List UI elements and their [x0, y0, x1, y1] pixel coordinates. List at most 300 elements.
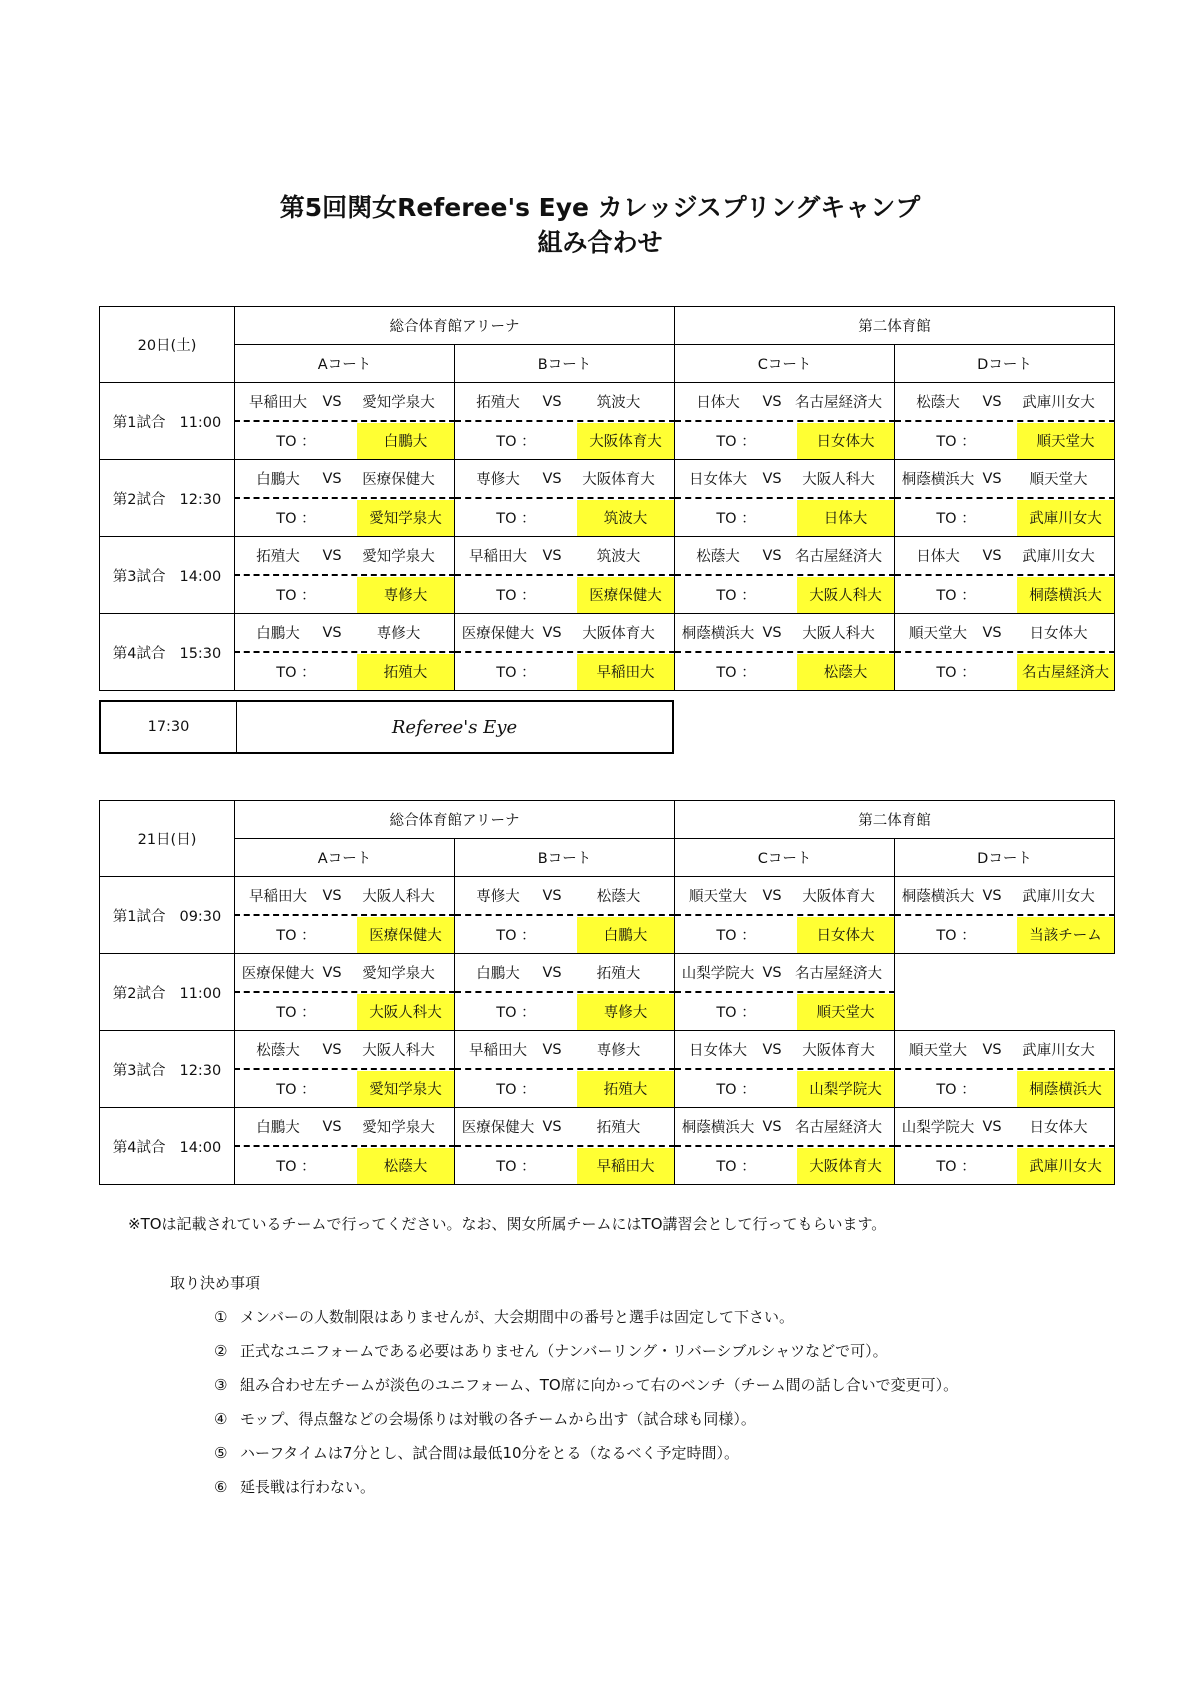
to-cell — [675, 421, 895, 460]
to-line — [235, 994, 454, 1030]
home-team: 桐蔭横浜大 — [901, 889, 975, 905]
vs-label: VS — [542, 624, 562, 641]
home-team: 順天堂大 — [909, 1043, 968, 1059]
court-header: Dコート — [895, 345, 1115, 383]
match-cell — [675, 383, 895, 422]
to-cell — [455, 421, 675, 460]
rule-item — [214, 1305, 958, 1339]
to-label: TO ： — [276, 434, 316, 450]
away-team: 武庫川女大 — [1022, 1043, 1095, 1059]
home-team: 医療保健大 — [461, 626, 535, 642]
rule-number: ⑥ — [214, 1478, 228, 1496]
evening-event-name: Referee's Eye — [391, 716, 518, 738]
to-line — [235, 500, 454, 536]
to-note: ※TOは記載されているチームで行ってください。なお、関女所属チームにはTO講習会として行ってもらいます。 — [128, 1215, 887, 1233]
match-line — [455, 460, 674, 497]
to-line — [455, 423, 674, 459]
vs-label: VS — [762, 393, 782, 410]
vs-label: VS — [982, 1118, 1002, 1135]
to-cell — [455, 498, 675, 537]
home-team: 順天堂大 — [909, 626, 968, 642]
match-line — [235, 877, 454, 914]
to-team: 拓殖大 — [577, 1071, 674, 1107]
away-team: 順天堂大 — [1029, 472, 1088, 488]
to-line — [675, 917, 894, 953]
vs-label: VS — [982, 393, 1002, 410]
vs-label: VS — [322, 624, 342, 641]
slot-time: 12:30 — [179, 1062, 222, 1079]
away-team: 医療保健大 — [362, 472, 435, 488]
to-cell — [895, 1069, 1115, 1108]
slot-number: 第1試合 — [112, 908, 166, 925]
slot-label — [100, 1031, 235, 1108]
slot-number: 第3試合 — [112, 568, 166, 585]
match-cell — [895, 1108, 1115, 1147]
vs-label: VS — [542, 393, 562, 410]
to-team: 白鵬大 — [577, 917, 674, 953]
vs-label: VS — [322, 964, 342, 981]
match-line — [455, 537, 674, 574]
home-team: 白鵬大 — [256, 1120, 300, 1136]
to-cell — [455, 915, 675, 954]
match-cell — [235, 1031, 455, 1070]
match-line — [455, 954, 674, 991]
to-cell — [895, 575, 1115, 614]
home-team: 白鵬大 — [256, 626, 300, 642]
to-cell — [235, 575, 455, 614]
to-cell — [455, 992, 675, 1031]
vs-label: VS — [982, 547, 1002, 564]
to-cell — [675, 992, 895, 1031]
vs-label: VS — [982, 470, 1002, 487]
match-line — [895, 877, 1114, 914]
home-team: 早稲田大 — [249, 395, 307, 411]
court-header: Dコート — [895, 839, 1115, 877]
match-cell — [895, 877, 1115, 916]
match-cell — [455, 537, 675, 576]
rule-text: 延長戦は行わない。 — [240, 1478, 376, 1496]
match-line — [895, 614, 1114, 651]
home-team: 山梨学院大 — [901, 1120, 975, 1136]
to-team: 大阪体育大 — [797, 1148, 894, 1184]
document-subtitle: 組み合わせ — [537, 228, 663, 257]
to-label: TO ： — [936, 928, 976, 944]
match-cell — [455, 383, 675, 422]
vs-label: VS — [322, 1041, 342, 1058]
to-team: 日体大 — [797, 500, 894, 536]
to-team: 専修大 — [577, 994, 674, 1030]
match-line — [895, 383, 1114, 420]
to-line — [455, 500, 674, 536]
match-line — [235, 1031, 454, 1068]
to-label: TO ： — [936, 588, 976, 604]
rule-number: ② — [214, 1342, 228, 1360]
slot-label — [100, 537, 235, 614]
to-cell — [675, 1146, 895, 1185]
slot-time: 11:00 — [179, 414, 222, 431]
to-cell — [895, 915, 1115, 954]
slot-time: 15:30 — [179, 645, 222, 662]
court-header: Bコート — [455, 839, 675, 877]
evening-event — [99, 700, 674, 754]
home-team: 拓殖大 — [256, 549, 300, 565]
to-cell — [675, 498, 895, 537]
match-cell — [895, 614, 1115, 653]
match-cell — [455, 1031, 675, 1070]
match-line — [675, 1108, 894, 1145]
day2-schedule-table — [99, 800, 1115, 1185]
to-team: 大阪人科大 — [357, 994, 454, 1030]
home-team: 早稲田大 — [469, 549, 527, 565]
to-line — [675, 500, 894, 536]
rule-number: ③ — [214, 1376, 228, 1394]
slot-label — [100, 954, 235, 1031]
away-team: 大阪体育大 — [582, 472, 655, 488]
to-label: TO ： — [496, 1082, 536, 1098]
to-label: TO ： — [936, 1159, 976, 1175]
to-team: 日女体大 — [797, 423, 894, 459]
to-label: TO ： — [936, 434, 976, 450]
slot-time: 11:00 — [179, 985, 222, 1002]
vs-label: VS — [322, 887, 342, 904]
to-cell — [235, 652, 455, 691]
court-header: Cコート — [675, 839, 895, 877]
slot-label — [100, 614, 235, 691]
home-team: 医療保健大 — [461, 1120, 535, 1136]
to-cell — [235, 1069, 455, 1108]
to-team: 大阪体育大 — [577, 423, 674, 459]
rule-text: モップ、得点盤などの会場係りは対戦の各チームから出す（試合球も同様）。 — [240, 1410, 756, 1428]
rule-text: メンバーの人数制限はありませんが、大会期間中の番号と選手は固定して下さい。 — [240, 1308, 794, 1326]
match-line — [675, 1031, 894, 1068]
away-team: 愛知学泉大 — [362, 395, 435, 411]
match-cell — [895, 383, 1115, 422]
rule-text: 正式なユニフォームである必要はありません（ナンバーリング・リバーシブルシャツなどで可）。 — [240, 1342, 888, 1360]
away-team: 大阪人科大 — [362, 889, 435, 905]
slot-number: 第2試合 — [112, 985, 166, 1002]
to-line — [895, 917, 1114, 953]
match-line — [895, 1108, 1114, 1145]
empty-cell — [895, 992, 1115, 1031]
match-cell — [235, 537, 455, 576]
slot-number: 第4試合 — [112, 1139, 166, 1156]
court-header: Cコート — [675, 345, 895, 383]
slot-label — [100, 383, 235, 460]
court-header: Bコート — [455, 345, 675, 383]
to-team: 医療保健大 — [577, 577, 674, 613]
match-cell — [675, 460, 895, 499]
rule-number: ① — [214, 1308, 228, 1326]
match-line — [455, 383, 674, 420]
vs-label: VS — [762, 624, 782, 641]
to-label: TO ： — [276, 1005, 316, 1021]
to-cell — [235, 915, 455, 954]
away-team: 武庫川女大 — [1022, 889, 1095, 905]
to-line — [675, 1071, 894, 1107]
rule-item — [214, 1407, 958, 1441]
match-cell — [675, 537, 895, 576]
match-cell — [675, 1031, 895, 1070]
away-team: 大阪人科大 — [802, 472, 875, 488]
home-team: 順天堂大 — [689, 889, 748, 905]
match-cell — [235, 383, 455, 422]
rules-title: 取り決め事項 — [170, 1274, 261, 1292]
document-title: 第5回関女Referee's Eye カレッジスプリングキャンプ — [279, 193, 921, 222]
to-team: 早稲田大 — [577, 1148, 674, 1184]
match-line — [675, 877, 894, 914]
vs-label: VS — [542, 1041, 562, 1058]
court-header: Aコート — [235, 839, 455, 877]
to-label: TO ： — [716, 588, 756, 604]
venue-second-gym: 第二体育館 — [675, 801, 1115, 839]
to-line — [235, 917, 454, 953]
to-cell — [455, 575, 675, 614]
vs-label: VS — [762, 547, 782, 564]
to-line — [455, 654, 674, 690]
home-team: 早稲田大 — [249, 889, 307, 905]
vs-label: VS — [322, 470, 342, 487]
to-team: 愛知学泉大 — [357, 500, 454, 536]
away-team: 日女体大 — [1029, 626, 1088, 642]
to-line — [455, 577, 674, 613]
vs-label: VS — [542, 547, 562, 564]
evening-time: 17:30 — [101, 702, 237, 752]
to-line — [895, 500, 1114, 536]
vs-label: VS — [762, 964, 782, 981]
match-line — [675, 537, 894, 574]
vs-label: VS — [982, 887, 1002, 904]
away-team: 名古屋経済大 — [795, 395, 883, 411]
away-team: 大阪人科大 — [362, 1043, 435, 1059]
home-team: 松蔭大 — [256, 1043, 300, 1059]
to-label: TO ： — [936, 1082, 976, 1098]
vs-label: VS — [322, 393, 342, 410]
to-cell — [675, 652, 895, 691]
away-team: 松蔭大 — [596, 889, 641, 905]
slot-label — [100, 1108, 235, 1185]
to-cell — [235, 498, 455, 537]
to-cell — [895, 421, 1115, 460]
to-cell — [895, 498, 1115, 537]
match-line — [895, 460, 1114, 497]
match-line — [455, 877, 674, 914]
to-cell — [235, 992, 455, 1031]
to-line — [675, 1148, 894, 1184]
vs-label: VS — [542, 470, 562, 487]
to-line — [235, 577, 454, 613]
match-line — [675, 383, 894, 420]
away-team: 大阪体育大 — [582, 626, 655, 642]
slot-number: 第1試合 — [112, 414, 166, 431]
to-cell — [455, 1146, 675, 1185]
home-team: 白鵬大 — [476, 966, 520, 982]
match-line — [675, 614, 894, 651]
home-team: 医療保健大 — [241, 966, 315, 982]
venue-second-gym: 第二体育館 — [675, 307, 1115, 345]
to-cell — [675, 915, 895, 954]
rule-item — [214, 1373, 958, 1407]
to-team: 松蔭大 — [797, 654, 894, 690]
match-cell — [675, 954, 895, 993]
match-line — [455, 614, 674, 651]
away-team: 大阪体育大 — [802, 1043, 875, 1059]
to-line — [895, 1071, 1114, 1107]
to-cell — [455, 1069, 675, 1108]
slot-time: 09:30 — [179, 908, 222, 925]
to-line — [235, 423, 454, 459]
away-team: 武庫川女大 — [1022, 395, 1095, 411]
match-cell — [895, 460, 1115, 499]
to-team: 筑波大 — [577, 500, 674, 536]
empty-cell — [895, 954, 1115, 993]
rule-item — [214, 1475, 958, 1509]
match-cell — [235, 877, 455, 916]
vs-label: VS — [982, 624, 1002, 641]
match-cell — [455, 954, 675, 993]
to-team: 当該チーム — [1017, 917, 1114, 953]
to-label: TO ： — [716, 665, 756, 681]
to-team: 桐蔭横浜大 — [1017, 577, 1114, 613]
to-line — [895, 1148, 1114, 1184]
to-line — [455, 1071, 674, 1107]
to-cell — [235, 1146, 455, 1185]
slot-label — [100, 877, 235, 954]
to-team: 桐蔭横浜大 — [1017, 1071, 1114, 1107]
vs-label: VS — [542, 1118, 562, 1135]
to-label: TO ： — [716, 434, 756, 450]
venue-arena: 総合体育館アリーナ — [235, 307, 675, 345]
to-label: TO ： — [716, 928, 756, 944]
slot-number: 第4試合 — [112, 645, 166, 662]
match-cell — [895, 1031, 1115, 1070]
to-label: TO ： — [276, 1159, 316, 1175]
to-label: TO ： — [496, 511, 536, 527]
home-team: 桐蔭横浜大 — [681, 626, 755, 642]
slot-time: 14:00 — [179, 1139, 222, 1156]
to-label: TO ： — [716, 1082, 756, 1098]
to-cell — [895, 652, 1115, 691]
to-label: TO ： — [276, 665, 316, 681]
match-line — [235, 954, 454, 991]
slot-time: 14:00 — [179, 568, 222, 585]
match-cell — [455, 877, 675, 916]
match-line — [675, 954, 894, 991]
home-team: 専修大 — [476, 472, 520, 488]
away-team: 専修大 — [376, 626, 421, 642]
to-label: TO ： — [716, 511, 756, 527]
match-cell — [455, 1108, 675, 1147]
match-cell — [455, 614, 675, 653]
away-team: 武庫川女大 — [1022, 549, 1095, 565]
away-team: 愛知学泉大 — [362, 1120, 435, 1136]
to-label: TO ： — [716, 1005, 756, 1021]
to-line — [895, 654, 1114, 690]
to-line — [235, 1148, 454, 1184]
to-label: TO ： — [276, 928, 316, 944]
away-team: 日女体大 — [1029, 1120, 1088, 1136]
rule-item — [214, 1339, 958, 1373]
match-cell — [235, 614, 455, 653]
to-cell — [675, 575, 895, 614]
vs-label: VS — [542, 887, 562, 904]
rule-number: ⑤ — [214, 1444, 228, 1462]
home-team: 拓殖大 — [476, 395, 520, 411]
away-team: 大阪体育大 — [802, 889, 875, 905]
to-label: TO ： — [936, 511, 976, 527]
home-team: 白鵬大 — [256, 472, 300, 488]
match-cell — [455, 460, 675, 499]
to-cell — [455, 652, 675, 691]
to-label: TO ： — [496, 434, 536, 450]
to-line — [675, 423, 894, 459]
to-line — [675, 994, 894, 1030]
to-team: 白鵬大 — [357, 423, 454, 459]
to-line — [675, 577, 894, 613]
to-team: 専修大 — [357, 577, 454, 613]
date-cell: 20日(土) — [100, 307, 235, 383]
to-line — [455, 1148, 674, 1184]
vs-label: VS — [982, 1041, 1002, 1058]
to-line — [675, 654, 894, 690]
to-team: 名古屋経済大 — [1017, 654, 1114, 690]
match-cell — [675, 1108, 895, 1147]
vs-label: VS — [542, 964, 562, 981]
rule-number: ④ — [214, 1410, 228, 1428]
home-team: 日体大 — [696, 395, 740, 411]
rule-text: ハーフタイムは7分とし、試合間は最低10分をとる（なるべく予定時間）。 — [240, 1444, 740, 1462]
away-team: 拓殖大 — [596, 966, 641, 982]
away-team: 専修大 — [596, 1043, 641, 1059]
to-team: 愛知学泉大 — [357, 1071, 454, 1107]
match-cell — [895, 537, 1115, 576]
match-line — [235, 537, 454, 574]
match-line — [455, 1108, 674, 1145]
to-team: 山梨学院大 — [797, 1071, 894, 1107]
to-team: 早稲田大 — [577, 654, 674, 690]
court-header: Aコート — [235, 345, 455, 383]
to-team: 武庫川女大 — [1017, 500, 1114, 536]
to-team: 日女体大 — [797, 917, 894, 953]
venue-arena: 総合体育館アリーナ — [235, 801, 675, 839]
rules-list — [214, 1305, 958, 1509]
home-team: 早稲田大 — [469, 1043, 527, 1059]
to-label: TO ： — [496, 665, 536, 681]
home-team: 日女体大 — [689, 472, 748, 488]
vs-label: VS — [762, 470, 782, 487]
to-label: TO ： — [276, 511, 316, 527]
to-team: 順天堂大 — [797, 994, 894, 1030]
to-line — [235, 654, 454, 690]
home-team: 桐蔭横浜大 — [681, 1120, 755, 1136]
match-cell — [235, 954, 455, 993]
away-team: 筑波大 — [596, 549, 641, 565]
to-label: TO ： — [936, 665, 976, 681]
to-label: TO ： — [496, 928, 536, 944]
slot-time: 12:30 — [179, 491, 222, 508]
home-team: 日体大 — [916, 549, 960, 565]
match-cell — [235, 1108, 455, 1147]
to-line — [455, 994, 674, 1030]
match-cell — [675, 877, 895, 916]
to-label: TO ： — [496, 1005, 536, 1021]
home-team: 山梨学院大 — [681, 966, 755, 982]
to-line — [895, 577, 1114, 613]
to-team: 松蔭大 — [357, 1148, 454, 1184]
match-line — [235, 1108, 454, 1145]
away-team: 大阪人科大 — [802, 626, 875, 642]
to-line — [455, 917, 674, 953]
away-team: 愛知学泉大 — [362, 549, 435, 565]
